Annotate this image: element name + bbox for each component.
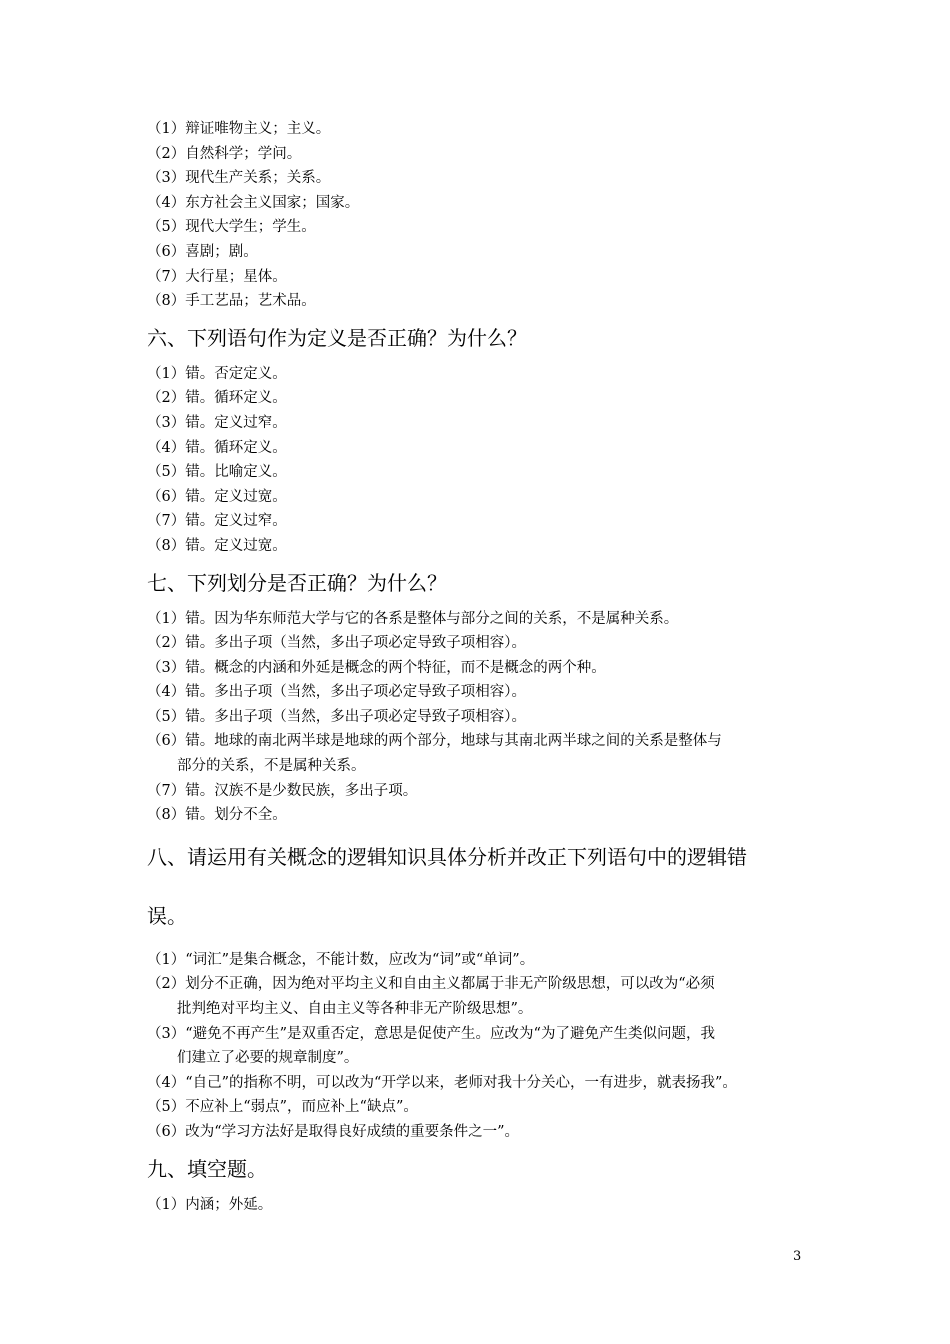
section-8-answers (147, 948, 812, 1145)
page-content (147, 117, 812, 1217)
answer-line: （1）内涵；外延。 (147, 1196, 273, 1213)
answer-line: （4）错。循环定义。 (147, 439, 287, 456)
answer-line: （1）错。否定定义。 (147, 365, 287, 382)
answer-line: （3）错。定义过窄。 (147, 414, 287, 431)
answer-line: （2）自然科学；学问。 (147, 145, 302, 162)
answer-line: （6）喜剧；剧。 (147, 243, 258, 260)
answer-line: （5）不应补上“弱点”，而应补上“缺点”。 (147, 1099, 418, 1116)
answer-line: （4）错。多出子项（当然，多出子项必定导致子项相容）。 (147, 684, 526, 701)
section-7-answers (147, 607, 812, 828)
answer-line: （5）错。多出子项（当然，多出子项必定导致子项相容）。 (147, 708, 526, 725)
section-9-heading: 九、填空题。 (147, 1156, 267, 1181)
answer-line: （6）错。定义过宽。 (147, 488, 287, 505)
answer-continuation-line: 批判绝对平均主义、自由主义等各种非无产阶级思想”。 (177, 1001, 533, 1018)
page-number: 3 (793, 1249, 802, 1264)
answer-line: （3）现代生产关系；关系。 (147, 170, 331, 187)
answer-line: （8）错。划分不全。 (147, 807, 287, 824)
answer-line: （4）“自己”的指称不明，可以改为“开学以来，老师对我十分关心，一有进步，就表扬我”。 (147, 1074, 737, 1091)
answer-line: （7）错。定义过窄。 (147, 513, 287, 530)
answer-line: （2）划分不正确，因为绝对平均主义和自由主义都属于非无产阶级思想，可以改为“必须 (147, 976, 715, 993)
answer-line: （3）错。概念的内涵和外延是概念的两个特征，而不是概念的两个种。 (147, 659, 606, 676)
section-6-heading: 六、下列语句作为定义是否正确？为什么？ (147, 325, 527, 350)
answer-line: （2）错。循环定义。 (147, 390, 287, 407)
answer-line: （2）错。多出子项（当然，多出子项必定导致子项相容）。 (147, 635, 526, 652)
section-5-answers (147, 117, 812, 314)
answer-line: （8）错。定义过宽。 (147, 537, 287, 554)
answer-line: （5）错。比喻定义。 (147, 464, 287, 481)
answer-line: （6）错。地球的南北两半球是地球的两个部分，地球与其南北两半球之间的关系是整体与 (147, 733, 722, 750)
answer-line: （8）手工艺品；艺术品。 (147, 293, 316, 310)
answer-line: （1）辩证唯物主义；主义。 (147, 121, 331, 137)
section-8-heading-line-1: 八、请运用有关概念的逻辑知识具体分析并改正下列语句中的逻辑错 (147, 844, 747, 869)
answer-line: （3）“避免不再产生”是双重否定，意思是促使产生。应改为“为了避免产生类似问题，我 (147, 1025, 715, 1042)
answer-line: （1）错。因为华东师范大学与它的各系是整体与部分之间的关系，不是属种关系。 (147, 610, 679, 627)
section-7-heading: 七、下列划分是否正确？为什么？ (147, 570, 447, 595)
section-6-answers (147, 362, 812, 559)
answer-continuation-line: 们建立了必要的规章制度”。 (177, 1050, 359, 1067)
answer-line: （4）东方社会主义国家；国家。 (147, 194, 360, 211)
answer-line: （1）“词汇”是集合概念，不能计数，应改为“词”或“单词”。 (147, 951, 535, 968)
section-8-heading-line-2: 误。 (147, 903, 187, 928)
answer-line: （7）大行星；星体。 (147, 268, 287, 285)
answer-line: （6）改为“学习方法好是取得良好成绩的重要条件之一”。 (147, 1124, 520, 1140)
answer-line: （7）错。汉族不是少数民族，多出子项。 (147, 782, 418, 799)
section-9-answers (147, 1193, 812, 1218)
answer-line: （5）现代大学生；学生。 (147, 219, 316, 236)
answer-continuation-line: 部分的关系，不是属种关系。 (177, 758, 366, 775)
